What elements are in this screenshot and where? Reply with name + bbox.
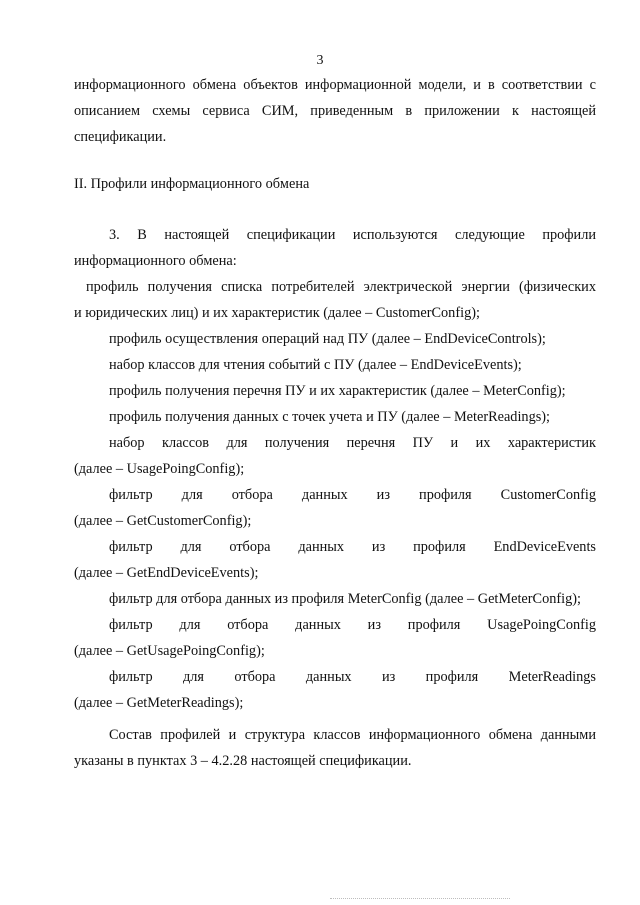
item-meter-readings: профиль получения данных с точек учета и ПУ (далее – MeterReadings); [109, 409, 551, 425]
item-get-usage-config-line-2: (далее – GetUsagePoingConfig); [74, 643, 265, 659]
clause-3-line-2: информационного обмена: [74, 253, 237, 269]
item-get-customer-config-line-1: фильтр для отбора данных из профиля CustomerConfig [109, 487, 596, 503]
page-number: 3 [316, 53, 324, 68]
intro-line-1: информационного обмена объектов информационной модели, и в соответствии с [74, 77, 596, 93]
item-get-usage-config-line-1: фильтр для отбора данных из профиля UsagePoingConfig [109, 617, 596, 633]
page-content [74, 72, 596, 774]
section-heading: II. Профили информационного обмена [74, 176, 310, 192]
item-usage-config-line-2: (далее – UsagePoingConfig); [74, 461, 245, 477]
item-get-customer-config-line-2: (далее – GetCustomerConfig); [74, 513, 252, 529]
item-get-meter-readings-line-2: (далее – GetMeterReadings); [74, 695, 244, 711]
item-end-device-events: набор классов для чтения событий с ПУ (далее – EndDeviceEvents); [109, 357, 522, 373]
item-get-meter-config: фильтр для отбора данных из профиля MeterConfig (далее – GetMeterConfig); [109, 591, 581, 607]
closing-line-2: указаны в пунктах 3 – 4.2.28 настоящей спецификации. [74, 753, 412, 769]
intro-line-3: спецификации. [74, 129, 167, 145]
item-usage-config-line-1: набор классов для получения перечня ПУ и их характеристик [109, 435, 596, 451]
intro-line-2: описанием схемы сервиса СИМ, приведенным в приложении к настоящей [74, 103, 596, 119]
item-get-end-device-events-line-1: фильтр для отбора данных из профиля EndDeviceEvents [109, 539, 596, 555]
item-customer-config-line-1: профиль получения списка потребителей электрической энергии (физических [86, 279, 596, 295]
item-end-device-controls: профиль осуществления операций над ПУ (далее – EndDeviceControls); [109, 331, 546, 347]
item-customer-config-line-2: и юридических лиц) и их характеристик (далее – CustomerConfig); [74, 305, 480, 321]
scan-edge-mark [330, 898, 510, 900]
clause-3-line-1: 3. В настоящей спецификации используются следующие профили [109, 227, 596, 243]
item-meter-config: профиль получения перечня ПУ и их характеристик (далее – MeterConfig); [109, 383, 566, 399]
item-get-meter-readings-line-1: фильтр для отбора данных из профиля MeterReadings [109, 669, 596, 685]
item-get-end-device-events-line-2: (далее – GetEndDeviceEvents); [74, 565, 259, 581]
closing-line-1: Состав профилей и структура классов информационного обмена данными [109, 727, 596, 743]
